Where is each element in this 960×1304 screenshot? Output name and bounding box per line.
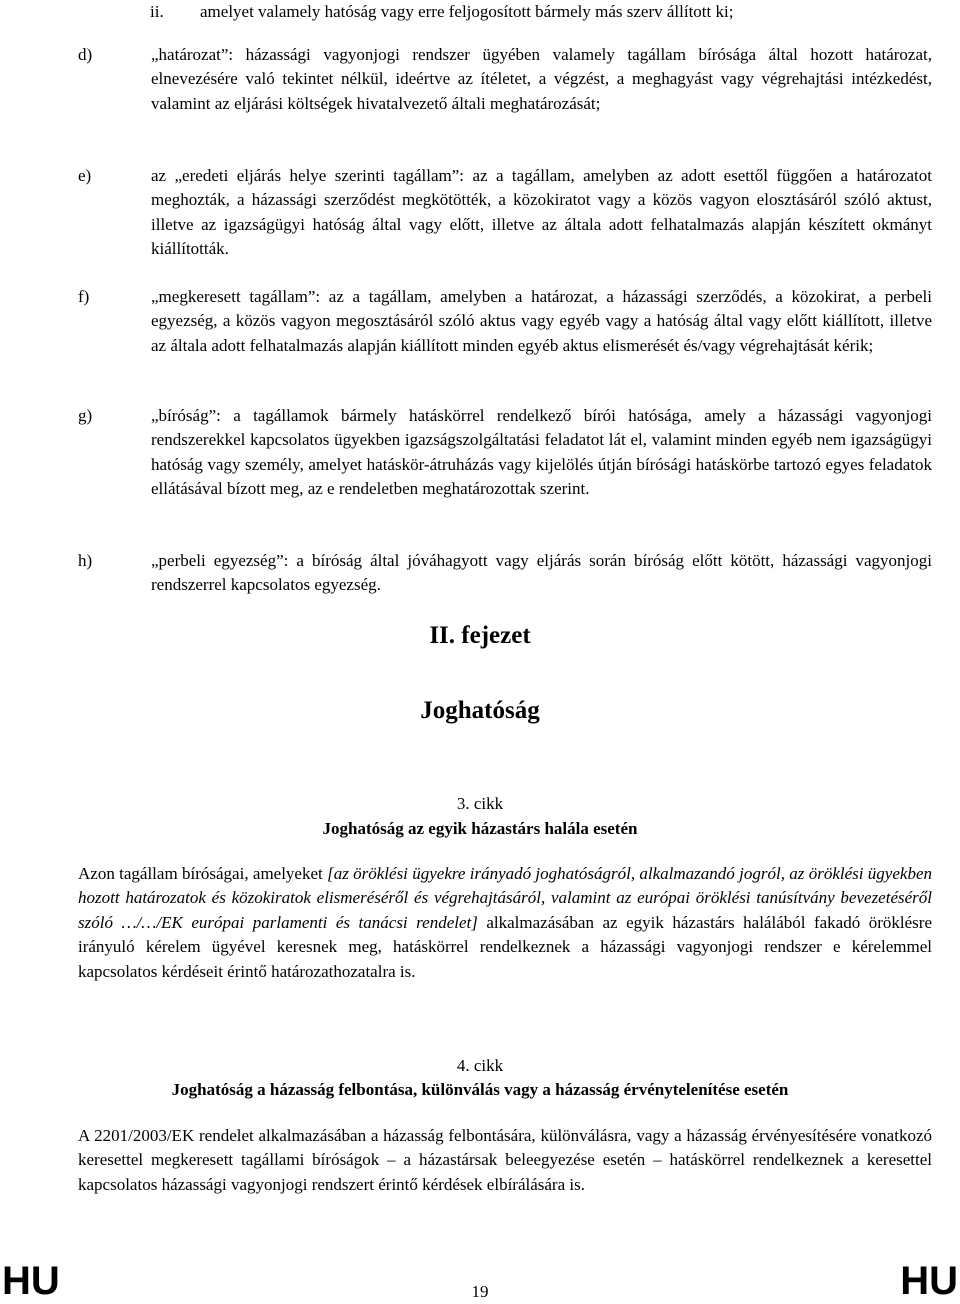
item-text: „bíróság”: a tagállamok bármely hatáskörrel rendelkező bírói hatósága, amely a házassági vagyonjogi rendszerekkel kapcsolatos ügyekben igazságszolgáltatási feladatot lát el, valamint minden egyéb nem igazságügyi hatóság vagy személy, amelyet hatáskör-átruházás vagy kijelölés útján bírósági hatáskörbe tartozó egyes feladatok ellátásával bízott meg, az e rendeletben meghatározottak szerint. [151, 406, 932, 499]
article-3-text-italic: [az öröklési ügyekre irányadó joghatóságról, alkalmazandó jogról, az öröklési ügyekben hozott határozatok és közokiratok elismeréséről és végrehajtásáról, valamint az európai öröklési tanúsítvány bevezetéséről szóló …/…/EK európai parlamenti és tanácsi rendelet] [78, 864, 932, 932]
footer-language-left: HU [2, 1259, 60, 1303]
item-label: f) [78, 287, 90, 306]
item-text: az „eredeti eljárás helye szerinti tagállam”: az a tagállam, amelyben az adott esettől függően a határozatot meghozták, a házassági szerződést megkötötték, a közokiratot vagy a közös vagyon elosztásáról szóló aktust, illetve az igazságügyi hatóság által vagy előtt, illetve az általa adott felhatalmazás alapján készített okmányt kiállították. [151, 166, 932, 259]
list-item-ii [150, 0, 733, 24]
footer-language-right: HU [900, 1259, 958, 1303]
article-4-text: A 2201/2003/EK rendelet alkalmazásában a házasság felbontására, különválásra, vagy a házasság érvényesítésére vonatkozó keresettel megkeresett tagállami bíróságok – a házastársak beleegyezése esetén – hatáskörrel rendelkeznek a keresettel kapcsolatos házassági vagyonjogi rendszert érintő kérdések elbírálására is. [78, 1126, 932, 1194]
item-label: e) [78, 166, 92, 185]
item-label: d) [78, 45, 93, 64]
item-text: „megkeresett tagállam”: az a tagállam, amelyben a határozat, a házassági szerződés, a közokirat, a perbeli egyezség, a közös vagyon megosztásáról szóló aktus vagy egyéb vagy a hatóság által vagy előtt kiállított, illetve az általa adott felhatalmazás alapján kiállított minden egyéb aktus elismerését és/vagy végrehajtását kérik; [151, 287, 932, 355]
definition-item-f [78, 285, 932, 358]
item-text: „határozat”: házassági vagyonjogi rendszer ügyében valamely tagállam bírósága által hozott határozat, elnevezésére való tekintet nélkül, ideértve az ítéletet, a végzést, a meghagyást vagy végrehajtási intézkedést, valamint az eljárási költségek hivatalvezető általi meghatározását; [151, 45, 932, 113]
definition-item-g [78, 404, 932, 502]
list-item-text: amelyet valamely hatóság vagy erre feljogosított bármely más szerv állított ki; [200, 2, 734, 21]
article-3-number: 3. cikk [456, 794, 504, 813]
definition-item-d [78, 43, 932, 116]
item-text: „perbeli egyezség”: a bíróság által jóváhagyott vagy eljárás során bíróság előtt kötött, házassági vagyonjogi rendszerrel kapcsolatos egyezség. [151, 551, 932, 595]
article-3-title: Joghatóság az egyik házastárs halála esetén [322, 819, 638, 838]
page-number: 19 [471, 1282, 489, 1301]
definition-item-e [78, 164, 932, 262]
article-4-number: 4. cikk [456, 1056, 504, 1075]
chapter-number: II. fejezet [429, 622, 531, 649]
item-label: h) [78, 551, 93, 570]
article-4-title: Joghatóság a házasság felbontása, különválás vagy a házasság érvénytelenítése esetén [171, 1080, 789, 1099]
list-item-number: ii. [150, 2, 164, 21]
definition-item-h [78, 549, 932, 598]
item-label: g) [78, 406, 93, 425]
article-3-text-before: Azon tagállam bíróságai, amelyeket [78, 864, 328, 883]
chapter-title: Joghatóság [420, 697, 540, 724]
article-3-text-after: alkalmazásában az egyik házastárs halálából fakadó öröklésre irányuló kérelem ügyével keresnek meg, hatáskörrel rendelkeznek a házassági vagyonjogi rendszer e kérelemmel kapcsolatos kérdéseit érintő határozathozatalra is. [78, 912, 932, 981]
article-3-text [78, 862, 932, 984]
